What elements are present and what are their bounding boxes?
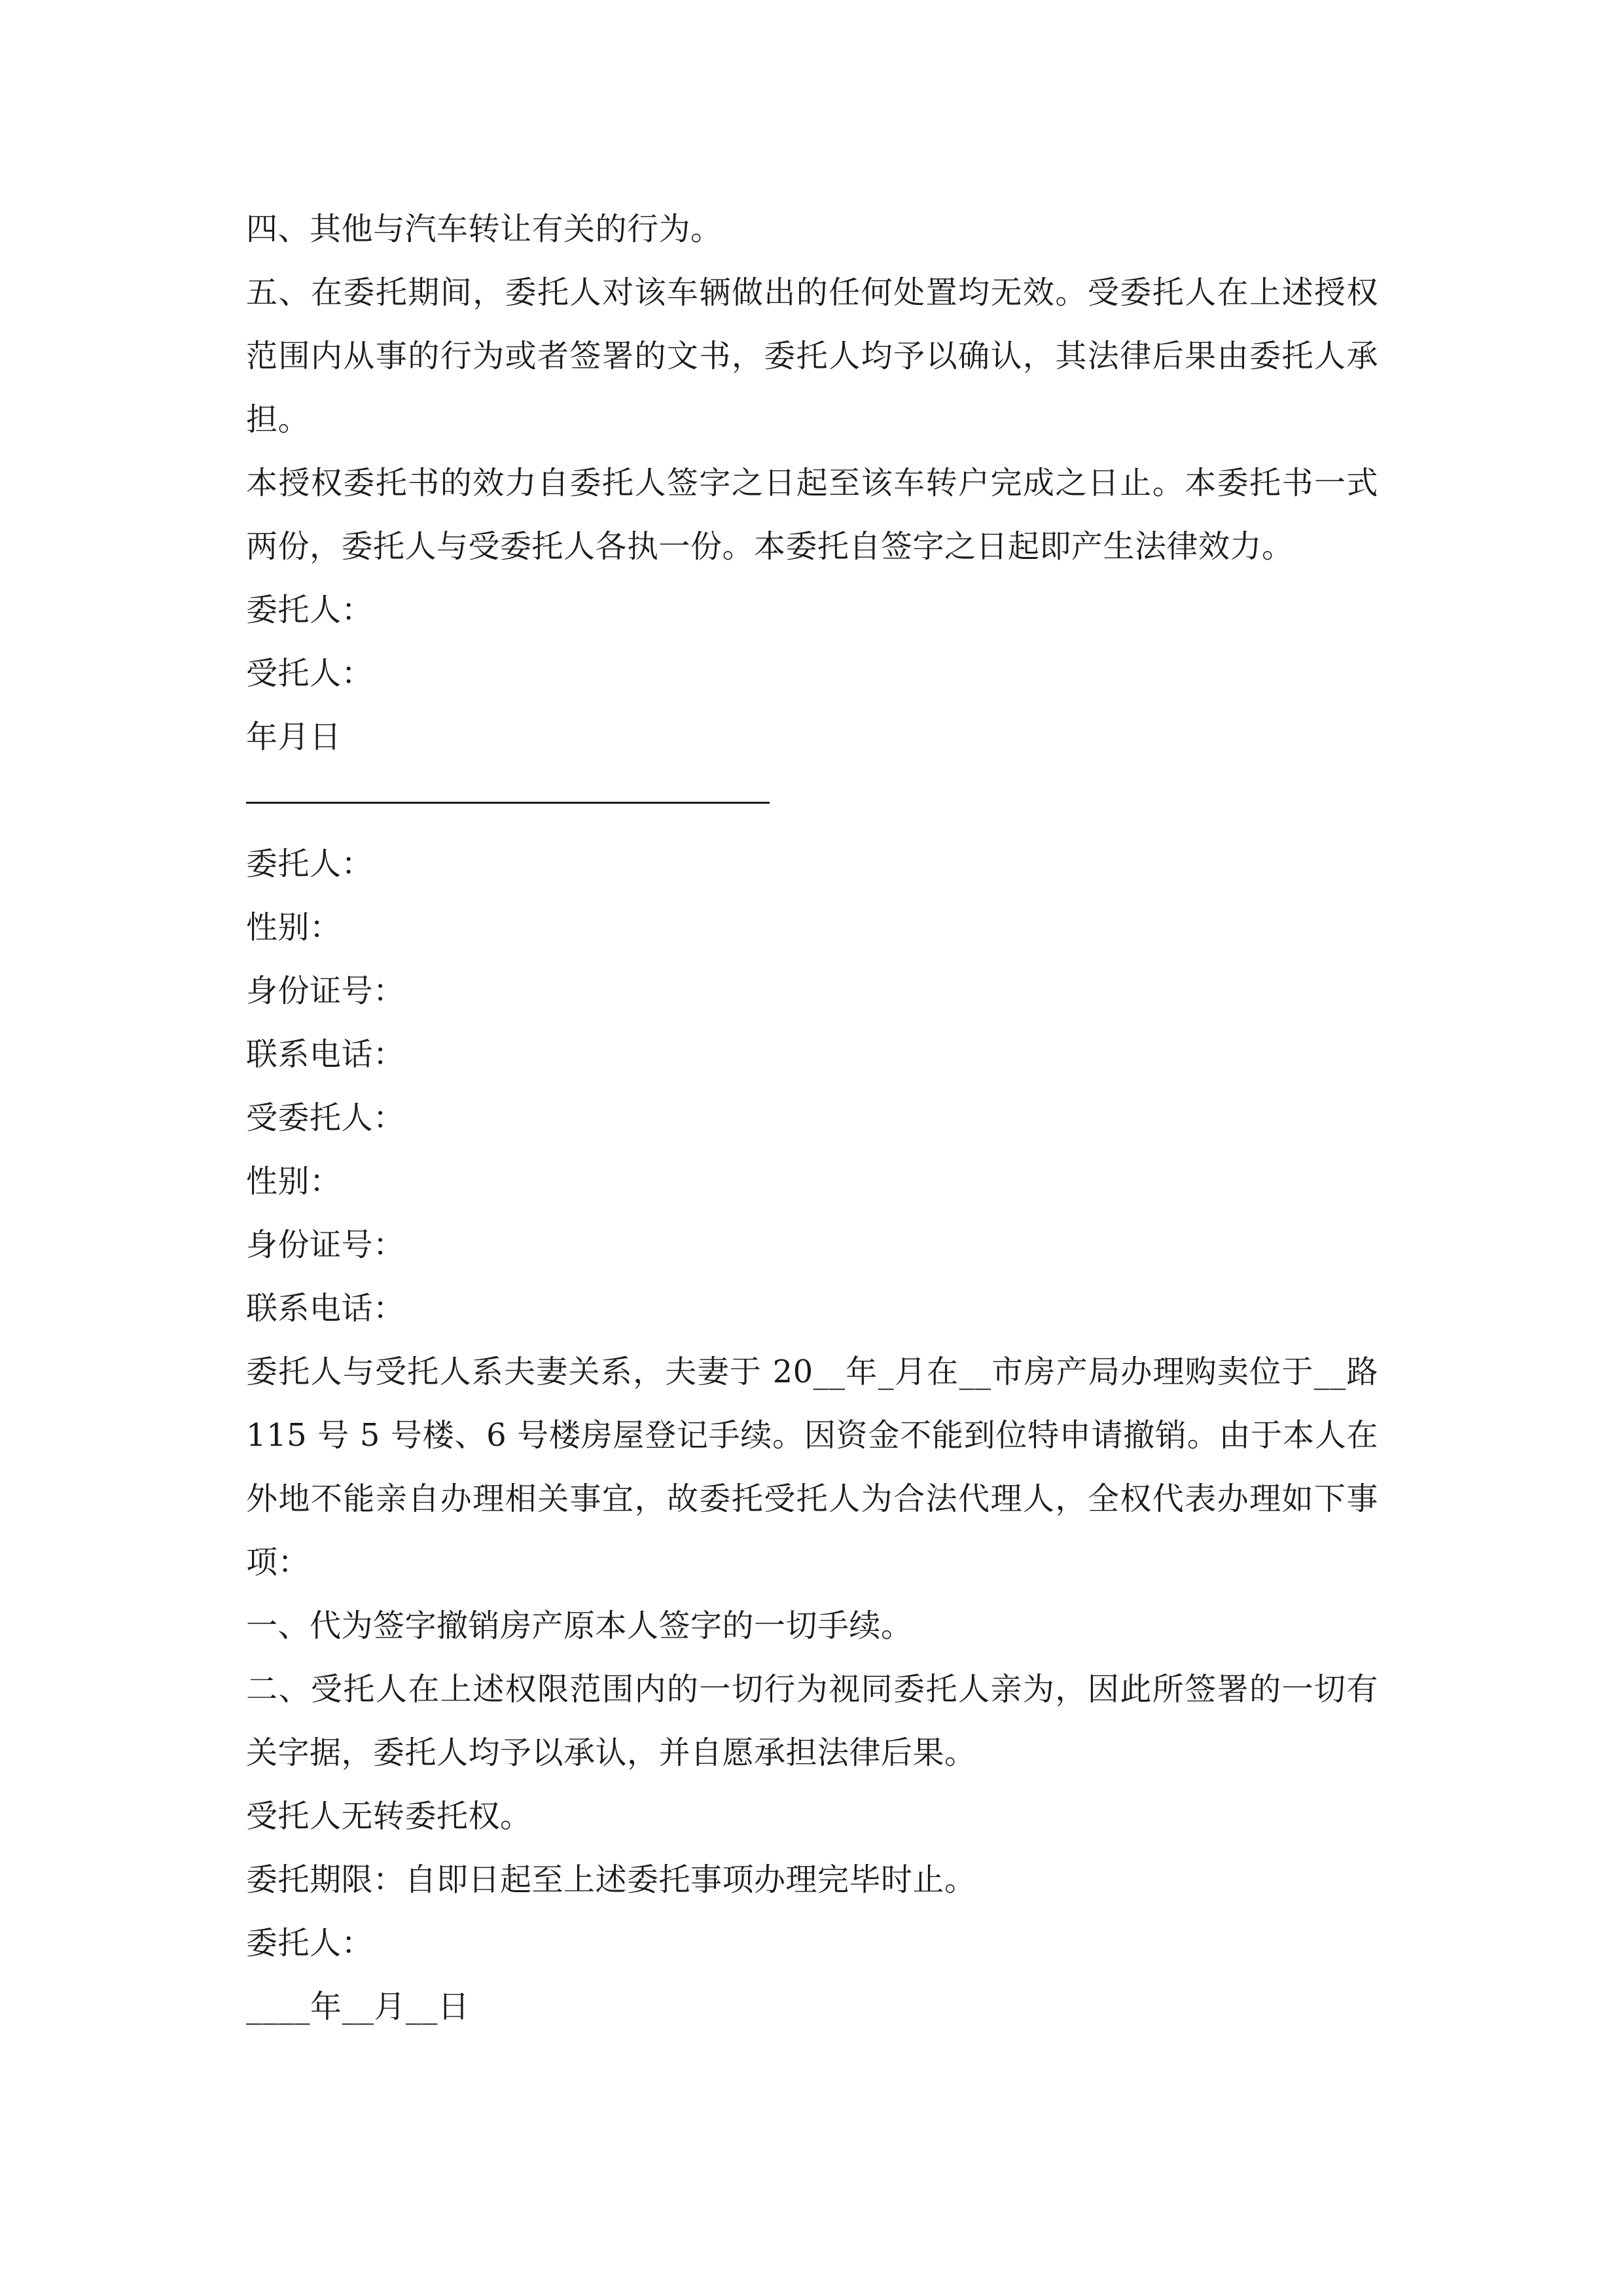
matter-one: 一、代为签字撤销房产原本人签字的一切手续。 [246,1607,913,1644]
divider-line [246,802,770,804]
agent-gender-label: 性别： [246,1163,342,1200]
document-page [246,198,1378,2039]
validity-line-2: 两份，委托人与受委托人各执一份。本委托自签字之日起即产生法律效力。 [246,528,1294,565]
relationship-line-4: 项： [246,1544,310,1581]
clause-five-line-3: 担。 [246,401,310,438]
principal-id-label: 身份证号： [246,973,405,1009]
principal-phone-label: 联系电话： [246,1036,405,1073]
principal-signature-label: 委托人： [246,592,374,628]
final-principal-label: 委托人： [246,1925,374,1962]
section-divider [246,769,1378,833]
principal-label: 委托人： [246,846,374,882]
matter-two-line-2: 关字据，委托人均予以承认，并自愿承担法律后果。 [246,1734,976,1771]
delegation-period: 委托期限：自即日起至上述委托事项办理完毕时止。 [246,1861,976,1898]
no-sub-delegation: 受托人无转委托权。 [246,1798,532,1835]
relationship-line-3: 外地不能亲自办理相关事宜，故委托受托人为合法代理人，全权代表办理如下事 [246,1480,1378,1517]
principal-gender-label: 性别： [246,909,342,946]
clause-five-line-2: 范围内从事的行为或者签署的文书，委托人均予以确认，其法律后果由委托人承 [246,338,1378,374]
relationship-line-1: 委托人与受托人系夫妻关系，夫妻于 20__年_月在__市房产局办理购卖位于__路 [246,1354,1378,1390]
validity-line-1: 本授权委托书的效力自委托人签字之日起至该车转户完成之日止。本委托书一式 [246,465,1378,501]
final-date-line: ____年__月__日 [246,1988,470,2025]
relationship-line-2: 115 号 5 号楼、6 号楼房屋登记手续。因资金不能到位特申请撤销。由于本人在 [246,1417,1378,1454]
agent-label: 受委托人： [246,1100,405,1136]
agent-signature-label: 受托人： [246,655,374,692]
clause-five-line-1: 五、在委托期间，委托人对该车辆做出的任何处置均无效。受委托人在上述授权 [246,274,1378,311]
agent-id-label: 身份证号： [246,1227,405,1263]
matter-two-line-1: 二、受托人在上述权限范围内的一切行为视同委托人亲为，因此所签署的一切有 [246,1671,1378,1708]
date-label: 年月日 [246,719,342,755]
agent-phone-label: 联系电话： [246,1290,405,1327]
clause-four: 四、其他与汽车转让有关的行为。 [246,211,722,247]
